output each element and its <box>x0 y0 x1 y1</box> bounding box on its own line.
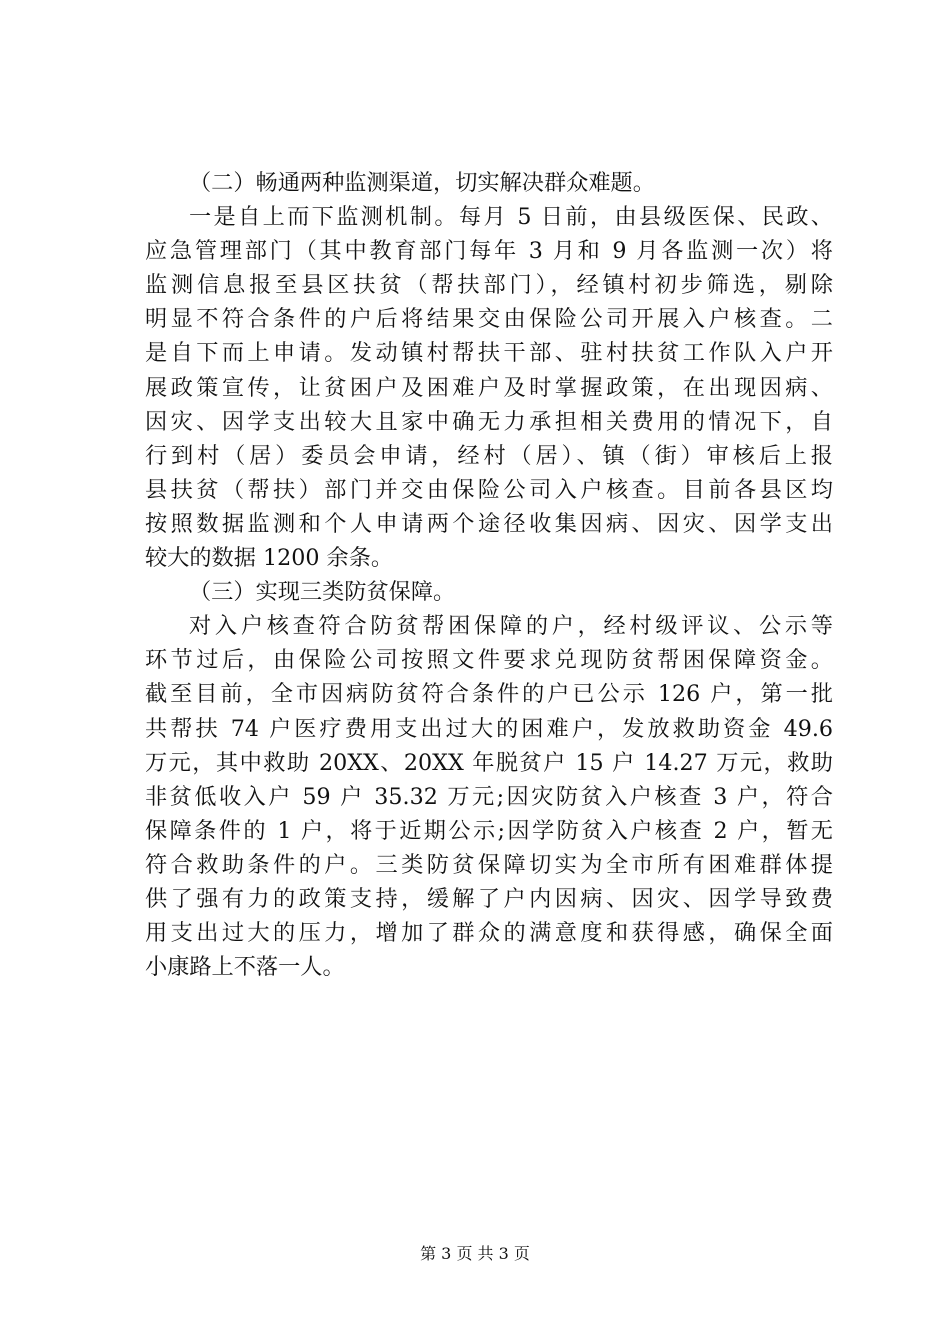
paragraph-line: 保障条件的 1 户，将于近期公示;因学防贫入户核查 2 户，暂无 <box>145 817 833 844</box>
paragraph-line: 县扶贫（帮扶）部门并交由保险公司入户核查。目前各县区均 <box>145 476 833 503</box>
paragraph-line: 应急管理部门（其中教育部门每年 3 月和 9 月各监测一次）将 <box>145 238 833 265</box>
paragraph-line: 行到村（居）委员会申请，经村（居）、镇（街）审核后上报 <box>145 442 833 469</box>
section-heading-three: （三）实现三类防贫保障。 <box>189 579 456 606</box>
section-heading-two: （二）畅通两种监测渠道，切实解决群众难题。 <box>189 170 655 196</box>
paragraph-line: 展政策宣传，让贫困户及困难户及时掌握政策，在出现因病、 <box>145 374 833 401</box>
paragraph-line: 供了强有力的政策支持，缓解了户内因病、因灾、因学导致费 <box>145 885 833 912</box>
paragraph-line: 小康路上不落一人。 <box>145 954 345 981</box>
document-body <box>145 166 833 984</box>
paragraph-line: 截至目前，全市因病防贫符合条件的户已公示 126 户，第一批 <box>145 681 833 708</box>
paragraph-line: 较大的数据 1200 余条。 <box>145 545 394 572</box>
paragraph-line: 非贫低收入户 59 户 35.32 万元;因灾防贫入户核查 3 户，符合 <box>145 783 833 810</box>
paragraph-line: 一是自上而下监测机制。每月 5 日前，由县级医保、民政、 <box>189 204 833 231</box>
paragraph-line: 因灾、因学支出较大且家中确无力承担相关费用的情况下，自 <box>145 408 833 435</box>
paragraph-line: 按照数据监测和个人申请两个途径收集因病、因灾、因学支出 <box>145 510 833 537</box>
paragraph-line: 明显不符合条件的户后将结果交由保险公司开展入户核查。二 <box>145 306 833 333</box>
paragraph-line: 万元，其中救助 20XX、20XX 年脱贫户 15 户 14.27 万元，救助 <box>145 749 833 776</box>
paragraph-line: 符合救助条件的户。三类防贫保障切实为全市所有困难群体提 <box>145 851 833 878</box>
page-footer: 第 3 页 共 3 页 <box>420 1244 530 1263</box>
paragraph-line: 对入户核查符合防贫帮困保障的户，经村级评议、公示等 <box>189 613 833 640</box>
paragraph-line: 环节过后，由保险公司按照文件要求兑现防贫帮困保障资金。 <box>145 647 833 674</box>
paragraph-line: 共帮扶 74 户医疗费用支出过大的困难户，发放救助资金 49.6 <box>145 715 833 742</box>
paragraph-line: 是自下而上申请。发动镇村帮扶干部、驻村扶贫工作队入户开 <box>145 340 833 367</box>
paragraph-line: 用支出过大的压力，增加了群众的满意度和获得感，确保全面 <box>145 920 833 947</box>
paragraph-line: 监测信息报至县区扶贫（帮扶部门），经镇村初步筛选，剔除 <box>145 272 833 299</box>
